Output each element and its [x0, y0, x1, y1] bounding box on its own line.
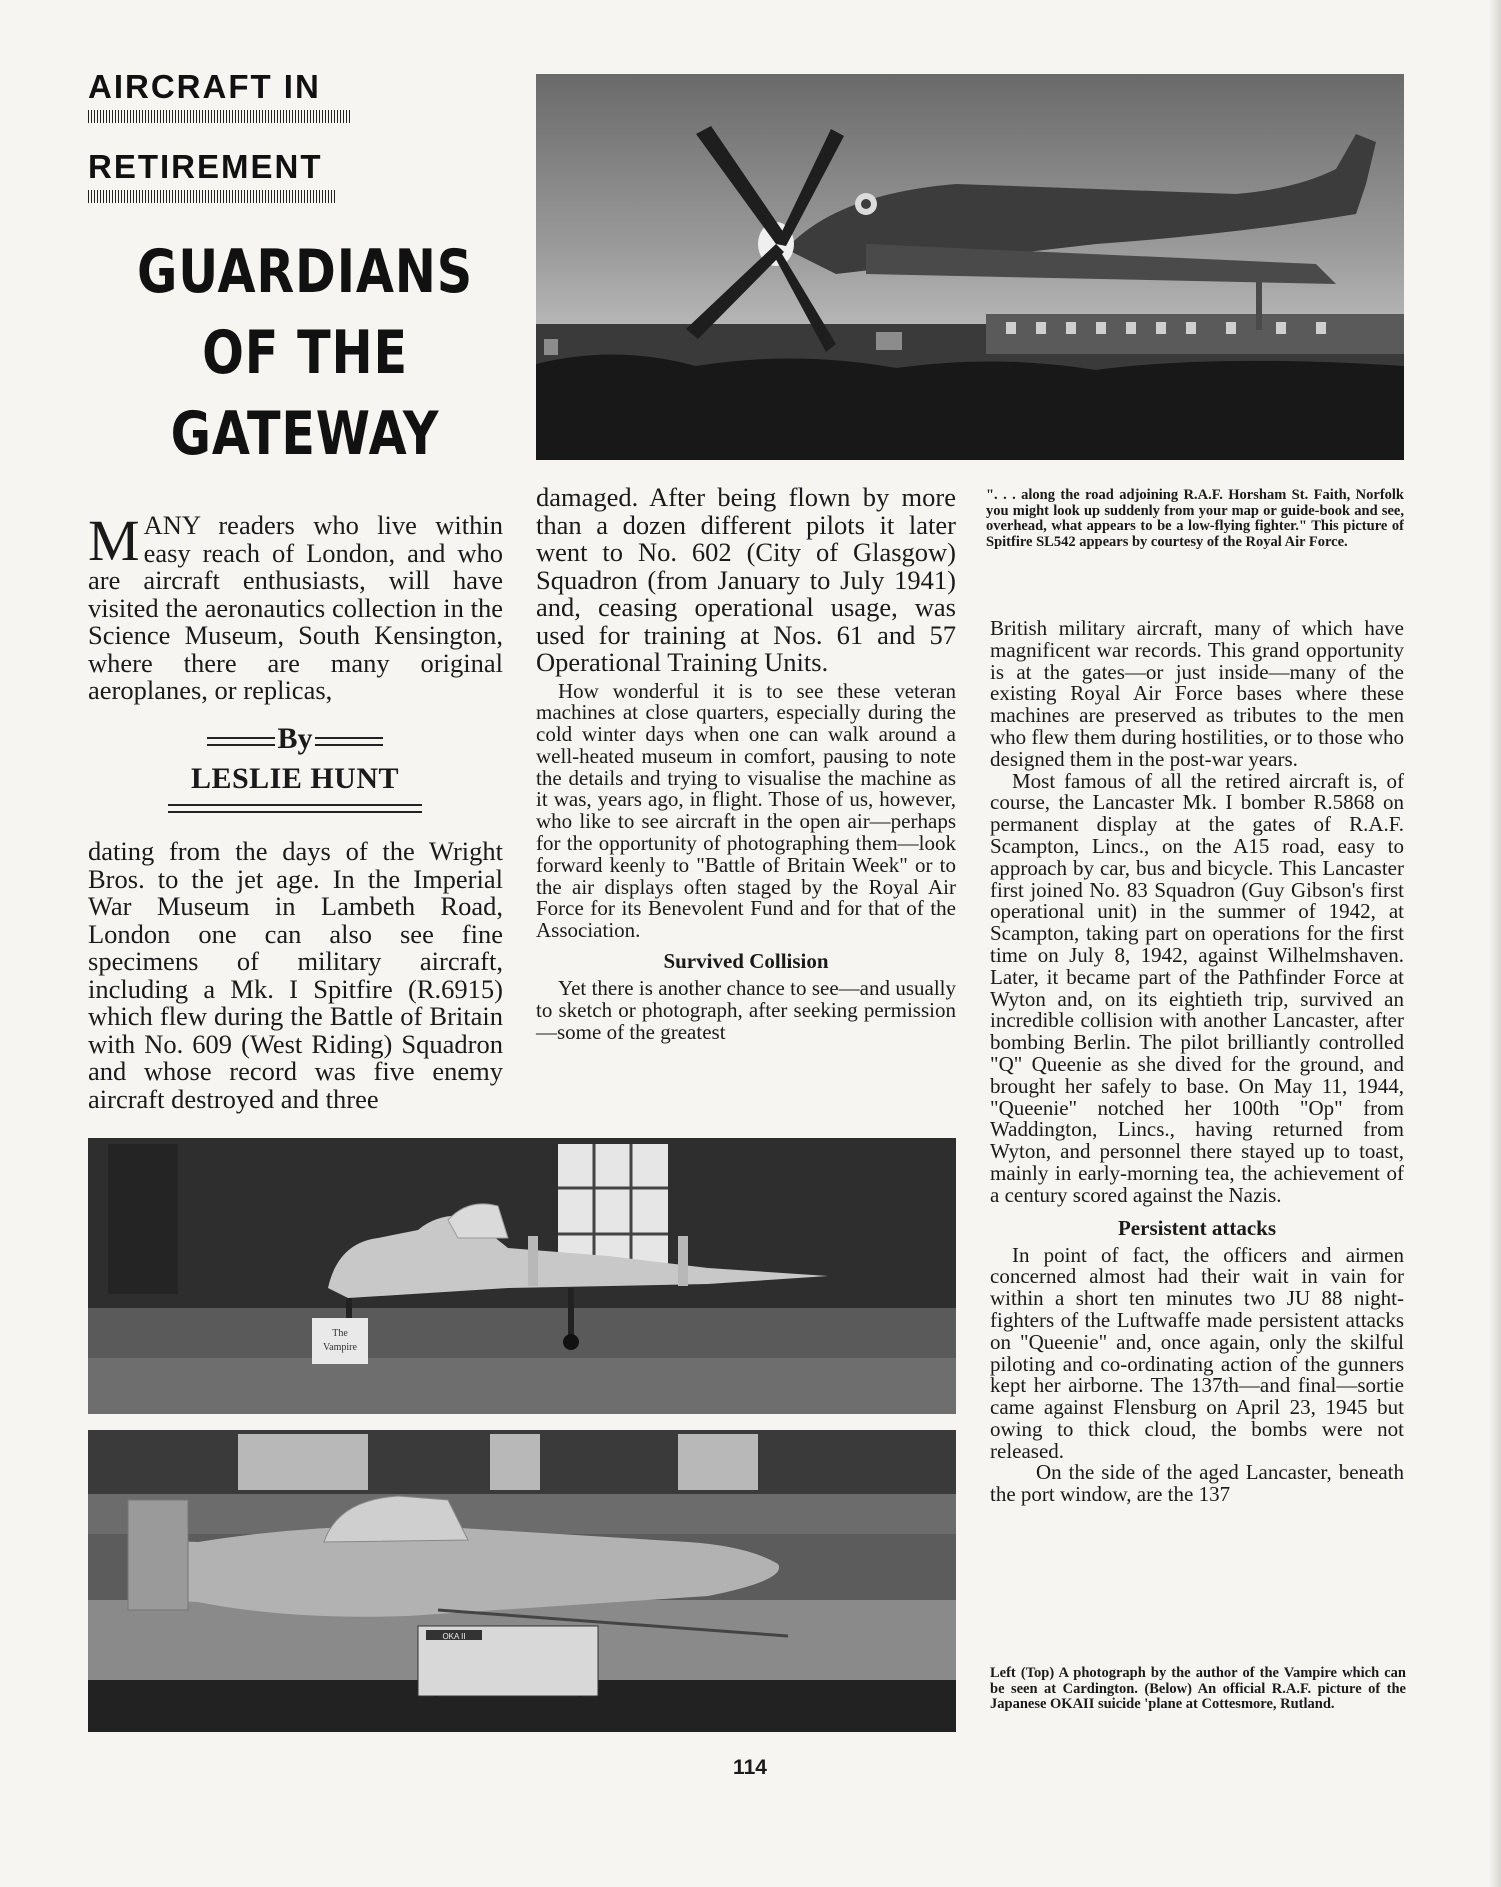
okaii-plaque-label: OKA II [442, 1632, 466, 1641]
col2-paragraph-3: Yet there is another chance to see—and usually to sketch or photograph, after seeking permission—some of the greatest [536, 976, 956, 1044]
subheading-persistent-attacks: Persistent attacks [1117, 1215, 1277, 1240]
headline-line-1: GUARDIANS [136, 237, 473, 307]
col3-paragraph-2: Most famous of all the retired aircraft is, of course, the Lancaster Mk. I bomber R.5868 on permanent display at the gates of R.A.F. Scampton, Lincs., on the A15 road, easy to approach by car, bus and bicycle. This Lancaster first joined No. 83 Squadron (Guy Gibson's first operational unit) in the summer of 1942, at Scampton, taking part on operations for the first time on July 8, 1942, against Wilhelmshaven. Later, it became part of the Pathfinder Force at Wyton and, on its eightieth trip, survived an incredible collision with another Lancaster, after bombing Berlin. The pilot brilliantly controlled "Q" Queenie as she dived for the ground, and brought her safely to base. On May 11, 1944, "Queenie" notched her 100th "Op" from Waddington, Lincs., having returned from Wyton, and personnel there stayed up to toast, mainly in early-morning tea, the achievement of a century scored against the Nazis. [990, 768, 1404, 1207]
headline-line-2: OF THE [202, 318, 408, 388]
col3-paragraph-3: In point of fact, the officers and airmen concerned almost had their wait in vain for within a short ten minutes two JU 88 night-fighters of the Luftwaffe made persistent attacks on "Queenie" and, once again, only the skilful piloting and co-ordinating action of the gunners kept her airborne. The 137th—and final—sortie came against Flensburg on April 23, 1945 but owing to thick cloud, the bombs were not released. [990, 1242, 1404, 1463]
kicker-line-1: AIRCRAFT IN [88, 68, 321, 105]
byline-author: LESLIE HUNT [190, 762, 400, 795]
byline [168, 722, 422, 813]
caption-spitfire: ". . . along the road adjoining R.A.F. Horsham St. Faith, Norfolk you might look up suddenly from your map or guide-book and see, overhead, what appears to be a low-flying fighter." This picture of Spitfire SL542 appears by courtesy of the Royal Air Force. [986, 487, 1404, 550]
col2-paragraph-2: How wonderful it is to see these veteran machines at close quarters, especially during the cold winter days when one can walk around a well-heated museum in comfort, pausing to note the details and trying to visualise the machine as it was, years ago, in flight. Those of us, however, who like to see aircraft in the open air—perhaps for the opportunity of photographing them—look forward keenly to "Battle of Britain Week" or to the air displays often staged by the Royal Air Force for its Benevolent Fund and for that of the Association. [536, 678, 956, 943]
vampire-sign-line-2: Vampire [323, 1342, 357, 1353]
okaii-photo [88, 1430, 956, 1732]
caption-vampire-okaii: Left (Top) A photograph by the author of the Vampire which can be seen at Cardington. (Below) An official R.A.F. picture of the Japanese OKAII suicide 'plane at Cottesmore, Rutland. [990, 1665, 1406, 1712]
headline [137, 232, 473, 475]
vampire-photo [88, 1138, 956, 1414]
byline-by: By [277, 722, 313, 755]
col3-paragraph-4: On the side of the aged Lancaster, beneath the port window, are the 137 [990, 1460, 1404, 1507]
column-2 [536, 484, 956, 1043]
kicker-line-2: RETIREMENT [88, 148, 323, 185]
page-number: 114 [733, 1756, 767, 1779]
page-edge-shadow [1489, 0, 1501, 1887]
col2-paragraph-1: damaged. After being flown by more than a dozen different pilots it later went to No. 602 (City of Glasgow) Squadron (from January to July 1941) and, ceasing operational usage, was used for training at Nos. 61 and 57 Operational Training Units. [536, 482, 956, 677]
column-1-continuation [88, 838, 503, 1113]
byline-rule [168, 804, 422, 813]
subheading-survived-collision: Survived Collision [663, 949, 829, 974]
headline-line-3: GATEWAY [170, 399, 440, 469]
column-3 [990, 618, 1404, 1506]
kicker-rule-1 [88, 110, 352, 123]
kicker-rule-2 [88, 190, 336, 203]
vampire-sign-line-1: The [332, 1328, 348, 1339]
col3-paragraph-1: British military aircraft, many of which have magnificent war records. This grand opportunity is at the gates—or just inside—many of the existing Royal Air Force bases where these machines are preserved as tributes to the men who flew them during hostilities, or to those who designed them in the post-war years. [990, 616, 1404, 771]
drop-cap: M [88, 508, 140, 573]
column-1-intro [88, 508, 503, 705]
intro-text: ANY readers who live within easy reach of London, and who are aircraft enthusiasts, will have visited the aeronautics collection in the Science Museum, South Kensington, where there are many original aeroplanes, or replicas, [88, 510, 503, 705]
spitfire-photo [536, 74, 1404, 460]
col1-paragraph: dating from the days of the Wright Bros. to the jet age. In the Imperial War Museum in Lambeth Road, London one can also see fine specimens of military aircraft, including a Mk. I Spitfire (R.6915) which flew during the Battle of Britain with No. 609 (West Riding) Squadron and whose record was five enemy aircraft destroyed and three [88, 836, 503, 1114]
